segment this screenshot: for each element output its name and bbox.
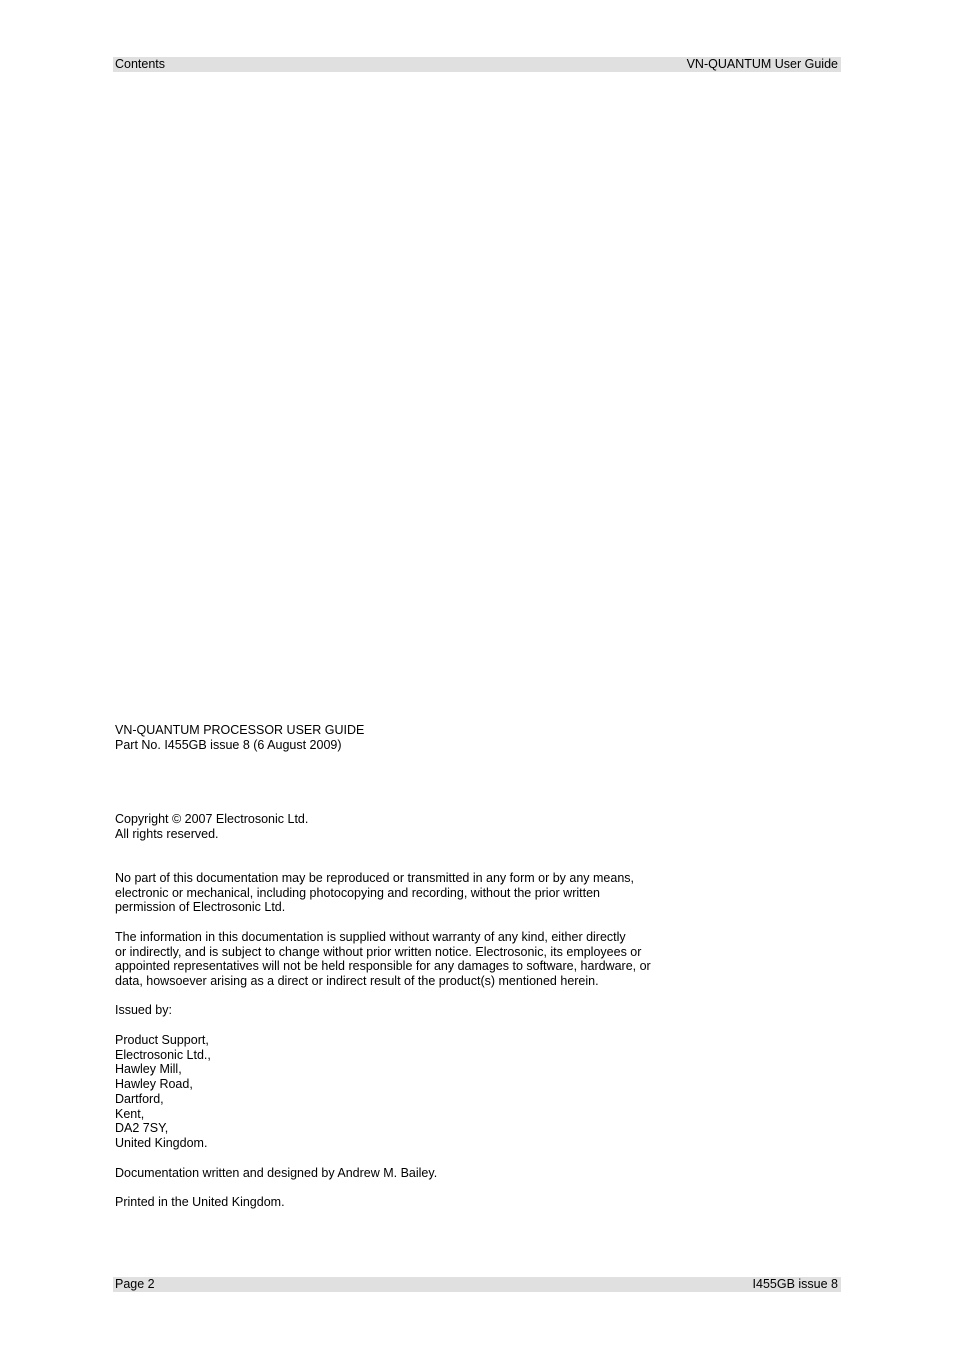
- author-block: [115, 1166, 715, 1181]
- header-section-title: Contents: [115, 57, 166, 71]
- notice-line: electronic or mechanical, including photocopying and recording, without the prior written: [115, 885, 600, 900]
- notice-line: permission of Electrosonic Ltd.: [115, 900, 286, 915]
- part-number: Part No. I455GB issue 8 (6 August 2009): [115, 737, 342, 752]
- address-line: Dartford,: [115, 1091, 164, 1106]
- address-line: Hawley Road,: [115, 1077, 193, 1092]
- issued-by-label: Issued by:: [115, 1003, 172, 1017]
- issue-label: I455GB issue 8: [752, 1277, 838, 1291]
- printed-block: [115, 1195, 715, 1210]
- header-document-title: VN-QUANTUM User Guide: [686, 57, 838, 71]
- address-block: [115, 1033, 715, 1151]
- address-line: DA2 7SY,: [115, 1121, 169, 1136]
- notice-line: No part of this documentation may be reproduced or transmitted in any form or by any means,: [115, 871, 635, 885]
- page-number: Page 2: [115, 1277, 155, 1291]
- copyright-line: Copyright © 2007 Electrosonic Ltd.: [115, 812, 309, 826]
- issued-by-block: [115, 1003, 715, 1018]
- reproduction-notice: [115, 871, 715, 915]
- notice-line: appointed representatives will not be held responsible for any damages to software, hardware, or: [115, 959, 651, 974]
- warranty-notice: [115, 930, 715, 989]
- address-line: Kent,: [115, 1106, 145, 1121]
- document-title: VN-QUANTUM PROCESSOR USER GUIDE: [115, 723, 365, 737]
- rights-line: All rights reserved.: [115, 826, 219, 841]
- notice-line: The information in this documentation is supplied without warranty of any kind, either directly: [115, 930, 626, 944]
- title-block: [115, 723, 715, 752]
- address-line: Hawley Mill,: [115, 1062, 182, 1077]
- notice-line: data, howsoever arising as a direct or indirect result of the product(s) mentioned herein.: [115, 974, 599, 989]
- address-line: Electrosonic Ltd.,: [115, 1047, 211, 1062]
- address-line: United Kingdom.: [115, 1135, 208, 1150]
- address-line: Product Support,: [115, 1033, 209, 1047]
- page-footer: [113, 1277, 841, 1292]
- printed-line: Printed in the United Kingdom.: [115, 1195, 285, 1209]
- copyright-block: [115, 812, 715, 841]
- notice-line: or indirectly, and is subject to change without prior written notice. Electrosonic, its employees or: [115, 944, 642, 959]
- author-line: Documentation written and designed by Andrew M. Bailey.: [115, 1166, 438, 1180]
- page-header: [113, 57, 841, 72]
